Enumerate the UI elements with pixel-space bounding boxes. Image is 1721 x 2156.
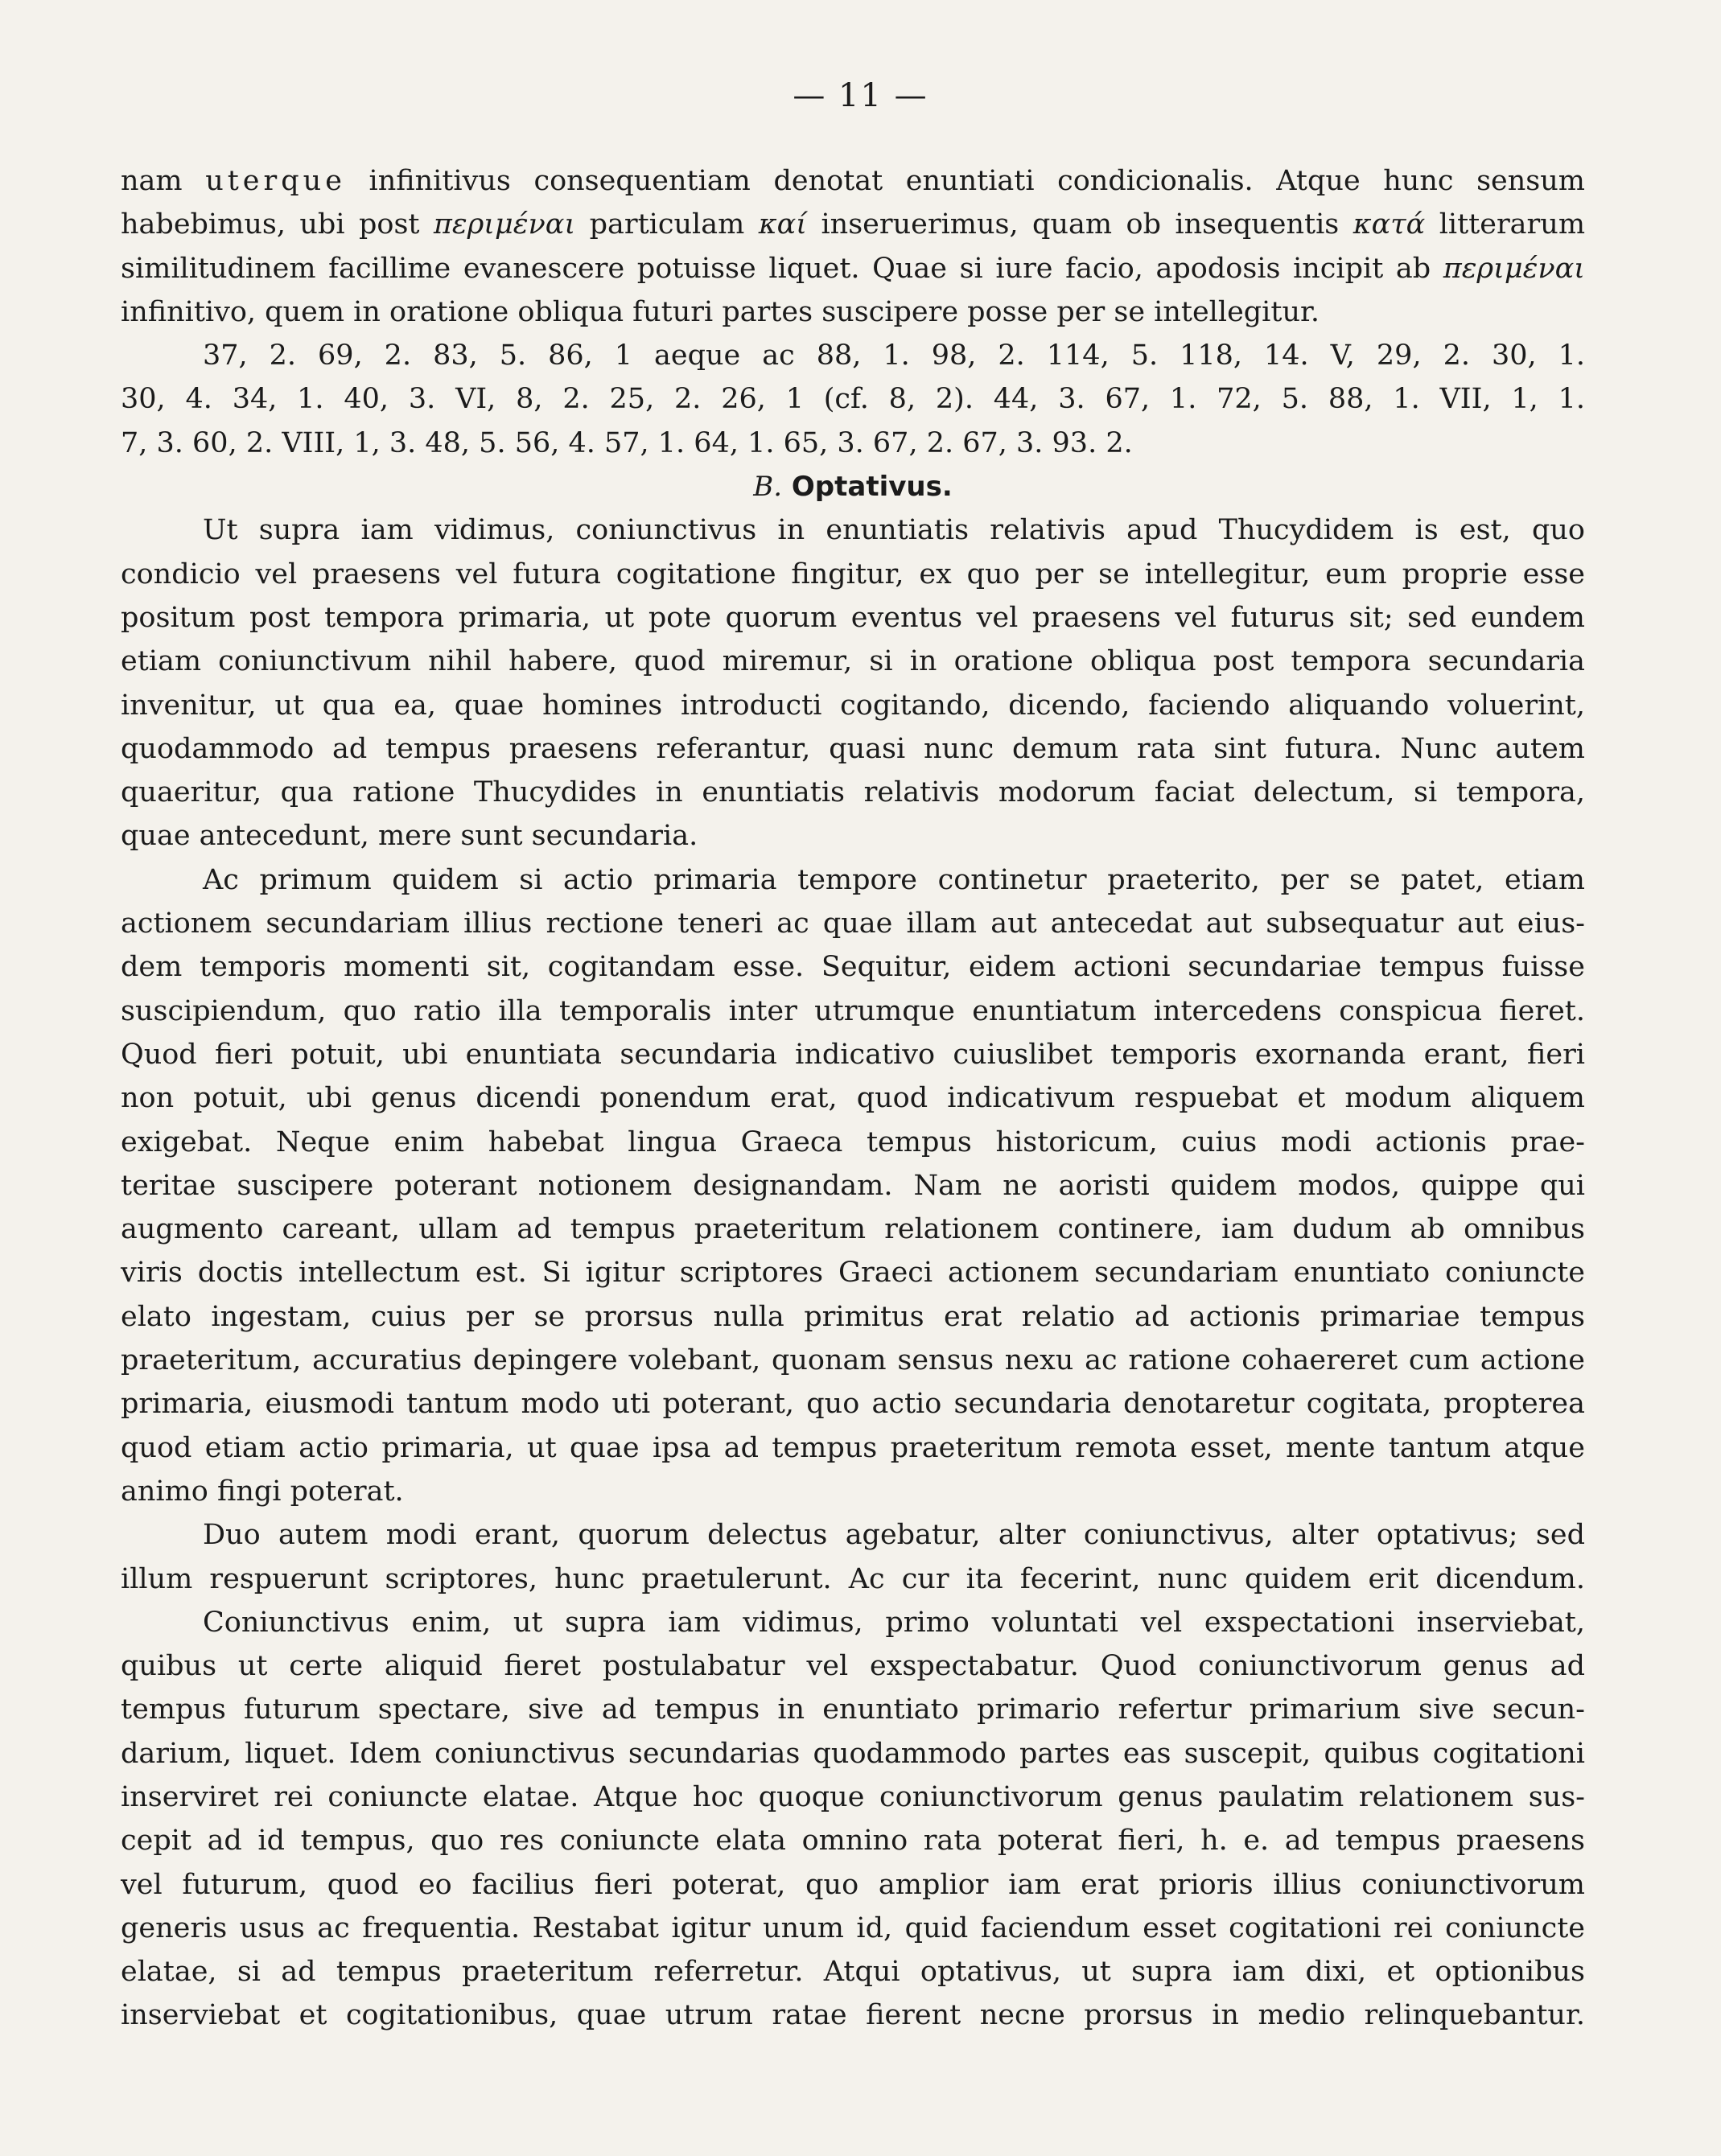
text-line: inserviret rei coniuncte elatae. Atque hoc quoque coniunctivorum genus paulatim relationem sus- (121, 1780, 1585, 1813)
text-line: teritae suscipere poterant notionem designandam. Nam ne aoristi quidem modos, quippe qui (121, 1169, 1585, 1202)
paragraph-2 (121, 508, 1585, 858)
reference-line: 7, 3. 60, 2. VIII, 1, 3. 48, 5. 56, 4. 57, 1. 64, 1. 65, 3. 67, 2. 67, 3. 93. 2. (121, 426, 1133, 459)
spaced-word: uterque (205, 165, 346, 197)
greek-word: καί (758, 208, 808, 241)
text-line: cepit ad id tempus, quo res coniuncte elata omnino rata poterat fieri, h. e. ad tempus praesens (121, 1825, 1585, 1858)
text-line: quaeritur, qua ratione Thucydides in enuntiatis relativis modorum faciat delectum, si tempora, (121, 776, 1585, 809)
text-line: viris doctis intellectum est. Si igitur scriptores Graeci actionem secundariam enuntiato coniuncte (121, 1257, 1585, 1290)
text-line: elato ingestam, cuius per se prorsus nulla primitus erat relatio ad actionis primariae tempus (121, 1300, 1585, 1333)
text-line: elatae, si ad tempus praeteritum referretur. Atqui optativus, ut supra iam dixi, et optionibus (121, 1956, 1585, 1989)
text-line: quodammodo ad tempus praesens referantur, quasi nunc demum rata sint futura. Nunc autem (121, 732, 1585, 765)
references-block (121, 334, 1585, 465)
text-line: habebimus, ubi post περιμέναι particulam καί inseruerimus, quam ob insequentis κατά litterarum (121, 208, 1586, 241)
text-line: vel futurum, quod eo facilius fieri poterat, quo amplior iam erat prioris illius coniunctivorum (121, 1868, 1585, 1901)
greek-word: περιμέναι (1443, 252, 1585, 285)
text-line: suscipiendum, quo ratio illa temporalis inter utrumque enuntiatum intercedens conspicua fieret. (121, 994, 1585, 1027)
reference-line: 37, 2. 69, 2. 83, 5. 86, 1 aeque ac 88, 1. 98, 2. 114, 5. 118, 14. V, 29, 2. 30, 1. (203, 339, 1585, 372)
text-line: actionem secundariam illius rectione teneri ac quae illam aut antecedat aut subsequatur aut eius- (121, 907, 1585, 940)
text-line: Quod fieri potuit, ubi enuntiata secundaria indicativo cuiuslibet temporis exornanda erant, fieri (121, 1038, 1585, 1071)
greek-word: κατά (1353, 208, 1426, 241)
paragraph-1 (121, 159, 1585, 334)
section-title: Optativus. (791, 471, 953, 504)
text-line: illum respuerunt scriptores, hunc praetulerunt. Ac cur ita fecerint, nunc quidem erit dicendum. (121, 1562, 1585, 1595)
text-line: Duo autem modi erant, quorum delectus agebatur, alter coniunctivus, alter optativus; sed (203, 1519, 1585, 1552)
paragraph-3 (121, 858, 1585, 1513)
text-line: inserviebat et cogitationibus, quae utrum ratae fierent necne prorsus in medio relinquebantur. (121, 1999, 1585, 2032)
text-body (121, 159, 1585, 2038)
text-line: augmento careant, ullam ad tempus praeteritum relationem continere, iam dudum ab omnibus (121, 1213, 1585, 1246)
text-line: darium, liquet. Idem coniunctivus secundarias quodammodo partes eas suscepit, quibus cogitationi (121, 1737, 1585, 1770)
text-line: nam uterque infinitivus consequentiam denotat enuntiati condicionalis. Atque hunc sensum (121, 165, 1585, 197)
text-line: exigebat. Neque enim habebat lingua Graeca tempus historicum, cuius modi actionis prae- (121, 1125, 1585, 1158)
text-line: primaria, eiusmodi tantum modo uti poterant, quo actio secundaria denotaretur cogitata, propterea (121, 1388, 1585, 1421)
text-line: dem temporis momenti sit, cogitandam esse. Sequitur, eidem actioni secundariae tempus fuisse (121, 951, 1585, 984)
text-line: praeteritum, accuratius depingere volebant, quonam sensus nexu ac ratione cohaereret cum actione (121, 1344, 1585, 1377)
text-line: tempus futurum spectare, sive ad tempus in enuntiato primario refertur primarium sive secun- (121, 1693, 1585, 1726)
text-line: animo fingi poterat. (121, 1475, 404, 1508)
text-line: quibus ut certe aliquid fieret postulabatur vel exspectabatur. Quod coniunctivorum genus ad (121, 1650, 1585, 1683)
text-line: quae antecedunt, mere sunt secundaria. (121, 820, 698, 853)
section-letter: B. (753, 471, 783, 504)
text-line: Ut supra iam vidimus, coniunctivus in enuntiatis relativis apud Thucydidem is est, quo (203, 514, 1585, 547)
section-heading (121, 465, 1585, 508)
text-line: Ac primum quidem si actio primaria tempore continetur praeterito, per se patet, etiam (203, 863, 1585, 896)
paragraph-4 (121, 1513, 1585, 1601)
text-line: generis usus ac frequentia. Restabat igitur unum id, quid faciendum esset cogitationi rei coniuncte (121, 1911, 1585, 1944)
text-line: similitudinem facillime evanescere potuisse liquet. Quae si iure facio, apodosis incipit ab περιμέναι (121, 252, 1585, 285)
text-line: invenitur, ut qua ea, quae homines introducti cogitando, dicendo, faciendo aliquando voluerint, (121, 689, 1585, 722)
text-line: Coniunctivus enim, ut supra iam vidimus, primo voluntati vel exspectationi inserviebat, (203, 1606, 1585, 1639)
reference-line: 30, 4. 34, 1. 40, 3. VI, 8, 2. 25, 2. 26, 1 (cf. 8, 2). 44, 3. 67, 1. 72, 5. 88, 1. VII, 1, 1. (121, 383, 1585, 416)
text-line: non potuit, ubi genus dicendi ponendum erat, quod indicativum respuebat et modum aliquem (121, 1082, 1585, 1115)
greek-word: περιμέναι (433, 208, 576, 241)
text-line: infinitivo, quem in oratione obliqua futuri partes suscipere posse per se intellegitur. (121, 295, 1320, 328)
page-number: — 11 — (793, 77, 928, 114)
text-line: quod etiam actio primaria, ut quae ipsa ad tempus praeteritum remota esset, mente tantum atque (121, 1431, 1585, 1464)
text-line: etiam coniunctivum nihil habere, quod miremur, si in oratione obliqua post tempora secundaria (121, 645, 1585, 678)
text-line: condicio vel praesens vel futura cogitatione fingitur, ex quo per se intellegitur, eum proprie esse (121, 558, 1585, 590)
text-line: positum post tempora primaria, ut pote quorum eventus vel praesens vel futurus sit; sed eundem (121, 601, 1585, 634)
paragraph-5 (121, 1601, 1585, 2038)
